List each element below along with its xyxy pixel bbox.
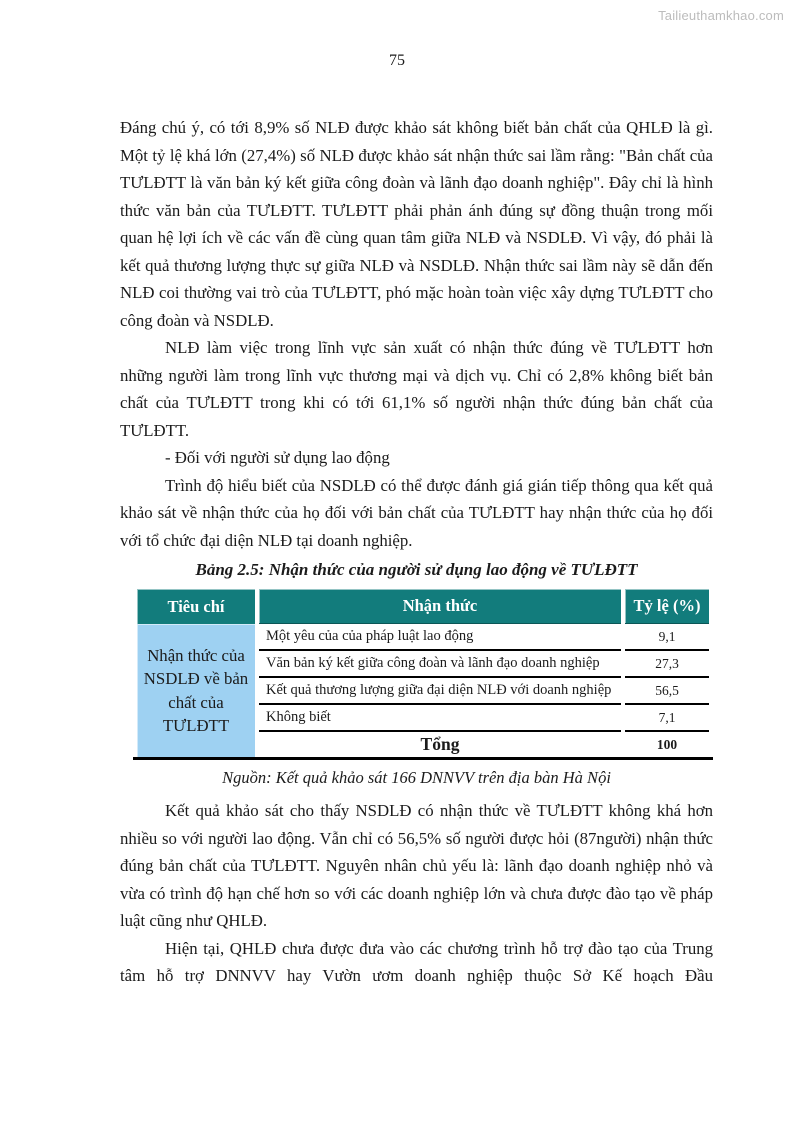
row-label: Không biết bbox=[259, 705, 621, 732]
row-label: Một yêu của của pháp luật lao động bbox=[259, 624, 621, 651]
paragraph: Trình độ hiểu biết của NSDLĐ có thể được đánh giá gián tiếp thông qua kết quả khảo sát về nhận thức của họ đối với bản chất của TƯLĐTT hay nhận thức của họ đối với tổ chức đại diện NLĐ tại doanh nghiệp. bbox=[120, 475, 713, 550]
header-cell-tieu-chi: Tiêu chí bbox=[137, 589, 255, 624]
watermark: Tailieuthamkhao.com bbox=[658, 8, 784, 23]
total-value: 100 bbox=[656, 736, 678, 752]
row-group-cell: Nhận thức của NSDLĐ về bản chất của TƯLĐTT bbox=[137, 624, 255, 757]
page-content bbox=[120, 114, 713, 990]
header-cell-ty-le: Tỷ lệ (%) bbox=[625, 589, 709, 624]
paragraph: NLĐ làm việc trong lĩnh vực sản xuất có nhận thức đúng về TƯLĐTT hơn những người làm trong lĩnh vực thương mại và dịch vụ. Chỉ có 2,8% không biết bản chất của TƯLĐTT trong khi có tới 61,1% số người nhận thức đúng bản chất của TƯLĐTT. bbox=[120, 338, 713, 440]
survey-table bbox=[133, 589, 713, 760]
table-header-row bbox=[137, 589, 709, 624]
paragraph: Đáng chú ý, có tới 8,9% số NLĐ được khảo sát không biết bản chất của QHLĐ là gì. Một tỷ lệ khá lớn (27,4%) số NLĐ được khảo sát nhận thức sai lầm rằng: "Bản chất của TƯLĐTT là văn bản ký kết giữa công đoàn và lãnh đạo doanh nghiệp". Đây chỉ là hình thức văn bản của TƯLĐTT. TƯLĐTT phải phản ánh đúng sự đồng thuận trong mối quan hệ lợi ích về các vấn đề cùng quan tâm giữa NLĐ và NSDLĐ. Vì vậy, đó phải là kết quả thương lượng thực sự giữa NLĐ và NSDLĐ. Nhận thức sai lầm này sẽ dẫn đến NLĐ coi thường vai trò của TƯLĐTT, phó mặc hoàn toàn việc xây dựng TƯLĐTT cho công đoàn và NSDLĐ. bbox=[120, 118, 713, 330]
total-label: Tổng bbox=[420, 734, 460, 754]
paragraph: Hiện tại, QHLĐ chưa được đưa vào các chương trình hỗ trợ đào tạo của Trung tâm hỗ trợ DNNVV hay Vườn ươm doanh nghiệp thuộc Sở Kế hoạch Đầu bbox=[120, 938, 713, 985]
table-source: Nguồn: Kết quả khảo sát 166 DNNVV trên địa bàn Hà Nội bbox=[222, 768, 611, 787]
row-value: 56,5 bbox=[625, 678, 709, 705]
table-row bbox=[137, 624, 709, 651]
page-number: 75 bbox=[389, 52, 405, 69]
paragraph: Kết quả khảo sát cho thấy NSDLĐ có nhận thức về TƯLĐTT không khá hơn nhiều so với người lao động. Vẫn chỉ có 56,5% số người được hỏi (87người) nhận thức đúng bản chất của TƯLĐTT. Nguyên nhân chủ yếu là: lãnh đạo doanh nghiệp nhỏ và vừa có trình độ hạn chế hơn so với các doanh nghiệp lớn và chưa được đào tạo về pháp luật cũng như QHLĐ. bbox=[120, 801, 713, 930]
row-value: 9,1 bbox=[625, 624, 709, 651]
row-label: Văn bản ký kết giữa công đoàn và lãnh đạo doanh nghiệp bbox=[259, 651, 621, 678]
header-cell-nhan-thuc: Nhận thức bbox=[259, 589, 621, 624]
table-caption: Bảng 2.5: Nhận thức của người sử dụng lao động về TƯLĐTT bbox=[195, 560, 638, 579]
row-label: Kết quả thương lượng giữa đại diện NLĐ với doanh nghiệp bbox=[259, 678, 621, 705]
row-value: 7,1 bbox=[625, 705, 709, 732]
dash-list-line: - Đối với người sử dụng lao động bbox=[165, 448, 390, 467]
row-value: 27,3 bbox=[625, 651, 709, 678]
